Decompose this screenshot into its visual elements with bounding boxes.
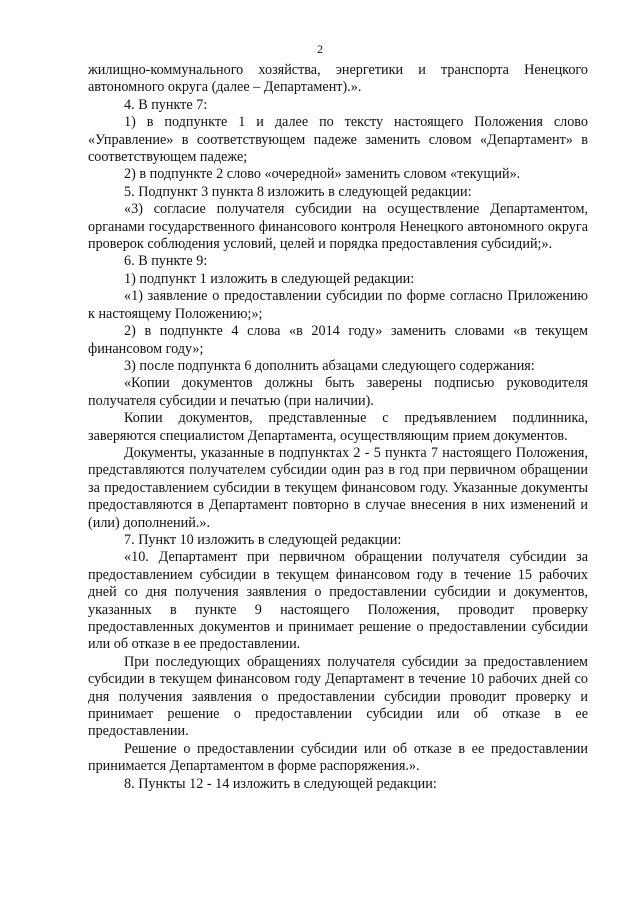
paragraph: «3) согласие получателя субсидии на осуществление Департаментом, органами государственного финансового контроля Ненецкого автономного округа проверок соблюдения условий, целей и порядка предоставления субсидий;». [88,201,588,253]
document-body [88,62,588,793]
paragraph: 4. В пункте 7: [124,96,208,113]
paragraph: 1) подпункт 1 изложить в следующей редакции: [124,270,415,287]
paragraph: При последующих обращениях получателя субсидии за предоставлением субсидии в текущем финансовом году Департамент в течение 10 рабочих дней со дня получения заявления о предоставлении субсидии проводит проверку и принимает решение о предоставлении субсидии или об отказе в ее предоставлении. [88,653,588,740]
paragraph: 5. Подпункт 3 пункта 8 изложить в следующей редакции: [124,183,472,200]
paragraph: жилищно-коммунального хозяйства, энергетики и транспорта Ненецкого автономного округа (далее – Департамент).». [88,62,588,96]
paragraph: «Копии документов должны быть заверены подписью руководителя получателя субсидии и печатью (при наличии). [88,375,588,409]
paragraph: Документы, указанные в подпунктах 2 - 5 пункта 7 настоящего Положения, представляются получателем субсидии один раз в год при первичном обращении за предоставлением субсидии в текущем финансовом году. Указанные документы предоставляются в Департамент повторно в случае внесения в них изменений и (или) дополнений.». [88,444,588,531]
page-number: 2 [317,42,323,56]
paragraph: «1) заявление о предоставлении субсидии по форме согласно Приложению к настоящему Положению;»; [88,288,588,322]
paragraph: 3) после подпункта 6 дополнить абзацами следующего содержания: [124,357,535,374]
paragraph: 2) в подпункте 4 слова «в 2014 году» заменить словами «в текущем финансовом году»; [88,323,588,357]
paragraph: 8. Пункты 12 - 14 изложить в следующей редакции: [124,775,437,792]
paragraph: 1) в подпункте 1 и далее по тексту настоящего Положения слово «Управление» в соответствующем падеже заменить словом «Департамент» в соответствующем падеже; [88,114,588,166]
paragraph: 6. В пункте 9: [124,253,208,270]
paragraph: Копии документов, представленные с предъявлением подлинника, заверяются специалистом Департамента, осуществляющим прием документов. [88,410,588,444]
paragraph: Решение о предоставлении субсидии или об отказе в ее предоставлении принимается Департаментом в форме распоряжения.». [88,740,588,775]
paragraph: 7. Пункт 10 изложить в следующей редакции: [124,531,402,548]
paragraph: «10. Департамент при первичном обращении получателя субсидии за предоставлением субсидии в текущем финансовом году в течение 15 рабочих дней со дня получения заявления о предоставлении субсидии и документов, указанных в пункте 9 настоящего Положения, проводит проверку предоставленных документов и принимает решение о предоставлении субсидии или об отказе в ее предоставлении. [88,549,588,653]
paragraph: 2) в подпункте 2 слово «очередной» заменить словом «текущий». [124,166,521,183]
